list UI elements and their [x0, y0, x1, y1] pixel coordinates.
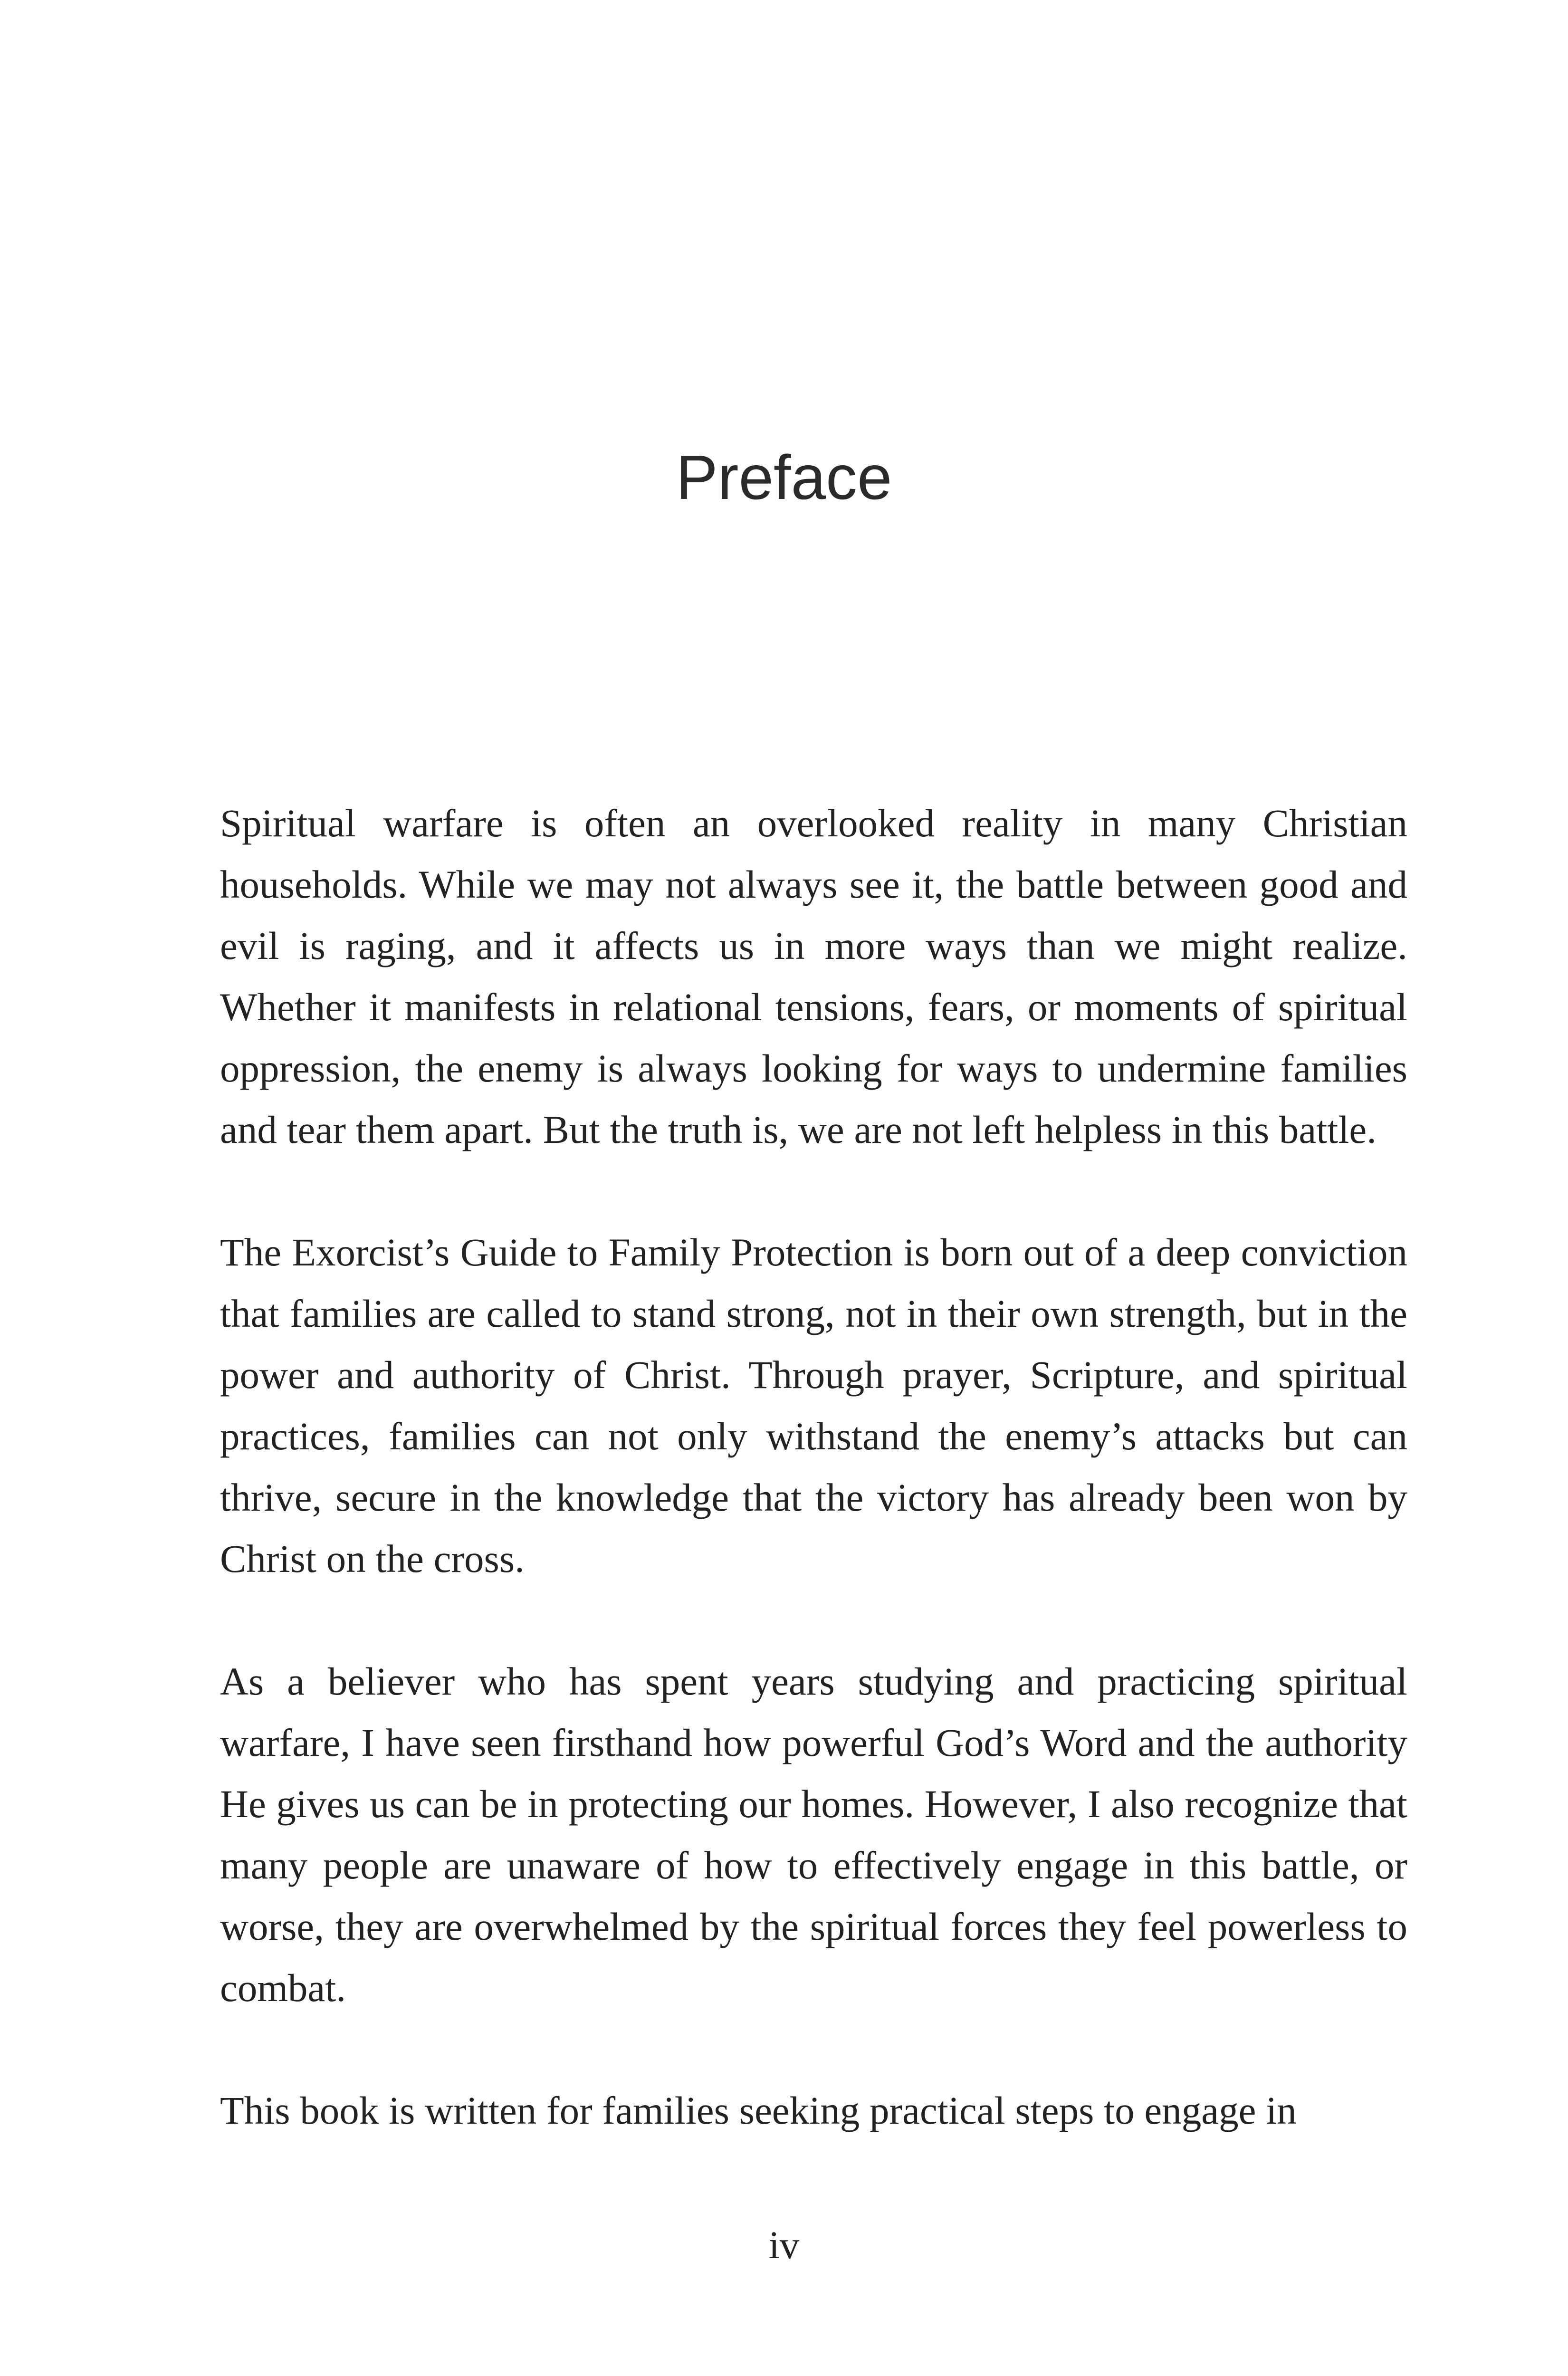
- paragraph-1: Spiritual warfare is often an overlooked reality in many Christian households. While we may not always see it, the battle between good and evil is raging, and it affects us in more ways than we might realize. Whether it manifests in relational tensions, fears, or moments of spiritual oppression, the enemy is always looking for ways to undermine families and tear them apart. But the truth is, we are not left helpless in this battle.: [220, 801, 1407, 1151]
- paragraph-3: As a believer who has spent years studying and practicing spiritual warfare, I have seen firsthand how powerful God’s Word and the authority He gives us can be in protecting our homes. However, I also recognize that many people are unaware of how to effectively engage in this battle, or worse, they are overwhelmed by the spiritual forces they feel powerless to combat.: [220, 1659, 1407, 2010]
- page-number: iv: [768, 2223, 800, 2267]
- paragraph-2: The Exorcist’s Guide to Family Protection is born out of a deep conviction that families are called to stand strong, not in their own strength, but in the power and authority of Christ. Through prayer, Scripture, and spiritual practices, families can not only withstand the enemy’s attacks but can thrive, secure in the knowledge that the victory has already been won by Christ on the cross.: [220, 1230, 1407, 1581]
- paragraph-4: This book is written for families seeking practical steps to engage in: [220, 2089, 1297, 2132]
- body-text: [220, 793, 1407, 2141]
- chapter-title: Preface: [676, 442, 892, 512]
